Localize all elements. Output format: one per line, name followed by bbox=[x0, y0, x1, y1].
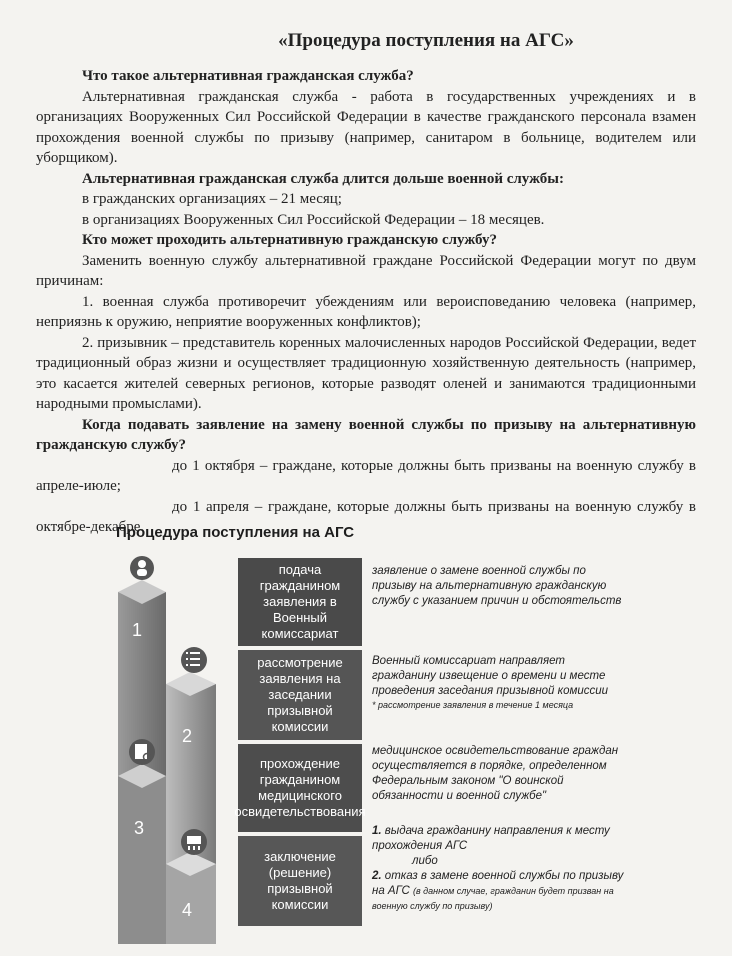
step-description-2-text: Военный комиссариат направляет гражданину извещение о времени и месте проведения заседания призывной комиссии bbox=[372, 655, 609, 697]
outcome-2-number: 2. bbox=[372, 870, 382, 882]
step-description-1: заявление о замене военной службы по призыву на альтернативную гражданскую службу с указанием причин и обстоятельств bbox=[372, 565, 622, 607]
outcome-2-text: отказ в замене военной службы по призыву на АГС bbox=[372, 870, 624, 897]
infographic-title: Процедура поступления на АГС bbox=[116, 524, 355, 541]
step-number-1: 1 bbox=[132, 620, 143, 640]
reason-2: 2. призывник – представитель коренных малочисленных народов Российской Федерации, ведет традиционный образ жизни и осуществляет традиционную хозяйственную деятельность (например, это касается жителей северных регионов, которые разводят оленей и занимаются традиционными народными промыслами). bbox=[36, 334, 696, 412]
step-description-3: медицинское освидетельствование граждан осуществляется в порядке, определенном Федеральным законом "О воинской обязанности и военной службе" bbox=[372, 745, 619, 802]
outcome-1-text: выдача гражданину направления к месту прохождения АГС bbox=[372, 825, 610, 852]
procedure-infographic bbox=[110, 524, 630, 944]
step-pillars bbox=[110, 544, 240, 944]
outcome-2-note: (в данном случае, гражданин будет призван на военную службу по призыву) bbox=[372, 886, 614, 911]
step-box-1 bbox=[238, 558, 362, 646]
checklist-icon bbox=[181, 647, 207, 673]
step-number-4: 4 bbox=[182, 900, 193, 920]
paragraph-reasons: Заменить военную службу альтернативной граждане Российской Федерации могут по двум причинам: bbox=[36, 252, 696, 289]
person-icon bbox=[130, 556, 154, 580]
page-title: «Процедура поступления на АГС» bbox=[278, 30, 574, 51]
outcome-1-number: 1. bbox=[372, 825, 382, 837]
step-label-2: рассмотрение заявления на заседании призывной комиссии bbox=[257, 655, 343, 734]
question-duration: Альтернативная гражданская служба длится дольше военной службы: bbox=[82, 170, 564, 187]
reason-1: 1. военная служба противоречит убеждениям или вероисповеданию человека (например, неприязнь к оружию, неприятие вооруженных конфликтов); bbox=[36, 293, 696, 330]
deadline-april: до 1 апреля – граждане, которые должны быть призваны на военную службу в октябре-декабре. bbox=[36, 498, 696, 535]
meeting-icon bbox=[181, 829, 207, 855]
duration-civil: в гражданских организациях – 21 месяц; bbox=[82, 191, 342, 207]
step-number-2: 2 bbox=[182, 726, 193, 746]
step-description-2 bbox=[372, 654, 632, 711]
outcome-or: либо bbox=[412, 855, 438, 867]
step-description-4 bbox=[372, 824, 632, 914]
pillar-3 bbox=[118, 776, 166, 944]
question-when: Когда подавать заявление на замену военной службы по призыву на альтернативную гражданскую службу? bbox=[36, 416, 696, 453]
paragraph-definition: Альтернативная гражданская служба - работа в государственных учреждениях и в организациях Вооруженных Сил Российской Федерации в качестве гражданского персонала взамен прохождения военной службы по призыву (например, санитаром в больнице, водителем или уборщиком). bbox=[36, 88, 696, 166]
question-what-is-ags: Что такое альтернативная гражданская служба? bbox=[82, 68, 414, 84]
deadline-october: до 1 октября – граждане, которые должны быть призваны на военную службу в апреле-июле; bbox=[36, 457, 696, 494]
step-description-2-note: * рассмотрение заявления в течение 1 месяца bbox=[372, 700, 574, 710]
step-number-3: 3 bbox=[134, 818, 145, 838]
step-label-4: заключение (решение) призывной комиссии bbox=[264, 849, 336, 912]
question-who-can: Кто может проходить альтернативную гражданскую службу? bbox=[82, 232, 497, 248]
step-label-1: подача гражданином заявления в Военный комиссариат bbox=[259, 562, 341, 641]
step-box-2 bbox=[238, 650, 362, 740]
document-search-icon bbox=[129, 739, 155, 765]
step-label-3: прохождение гражданином медицинского освидетельствования bbox=[234, 756, 366, 819]
step-box-4 bbox=[238, 836, 362, 926]
document-body bbox=[36, 66, 696, 538]
step-box-3 bbox=[234, 744, 366, 832]
duration-military: в организациях Вооруженных Сил Российской Федерации – 18 месяцев. bbox=[82, 211, 545, 228]
